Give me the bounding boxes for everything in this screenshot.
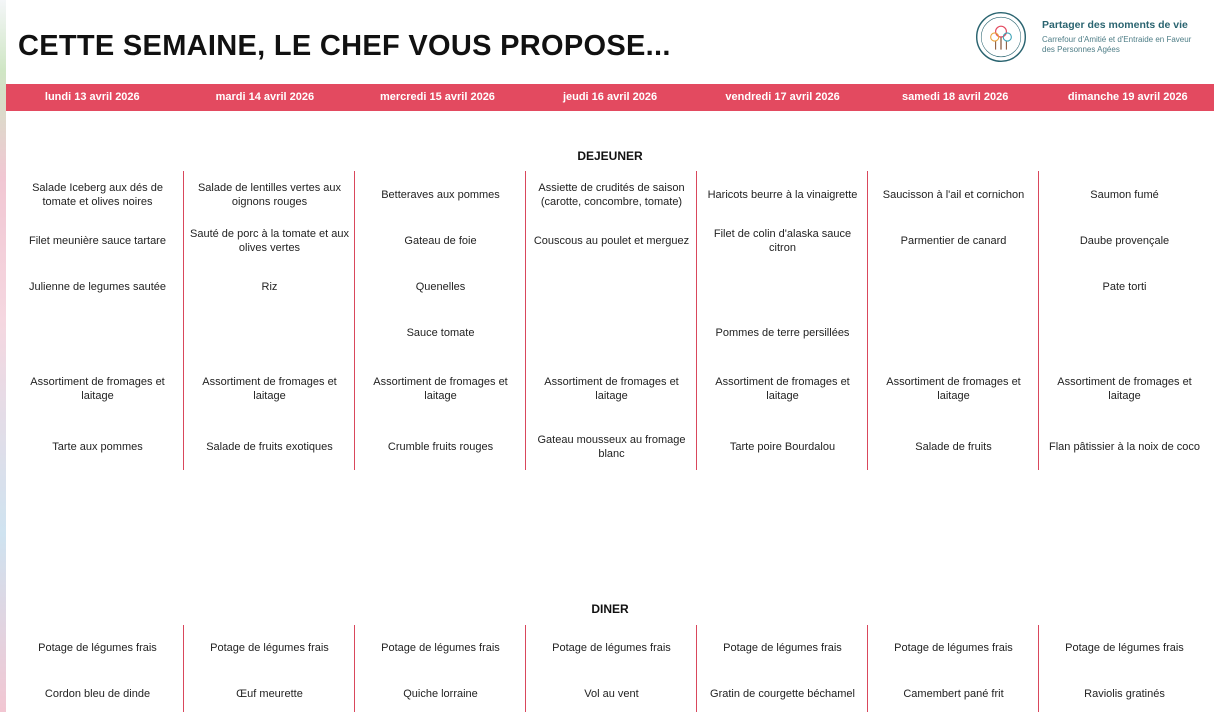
dejeuner-menu-item: Saucisson à l'ail et cornichon [882,189,1025,201]
dejeuner-menu-item: Assortiment de fromages et laitage [30,376,165,402]
diner-day-column [183,625,355,712]
dejeuner-menu-item [12,313,183,353]
dejeuner-menu-item: Quenelles [415,281,466,293]
diner-title: DINER [591,602,629,616]
dejeuner-menu-item: Daube provençale [1079,235,1170,247]
logo-tagline: Partager des moments de vie [1042,19,1188,31]
diner-menu-item: Potage de légumes frais [552,642,671,654]
dejeuner-day-column [1038,171,1210,470]
diner-day-column [354,625,526,712]
day-header: samedi 18 avril 2026 [901,91,1009,103]
diner-menu-item: Potage de légumes frais [210,642,329,654]
day-header-bar [6,84,1214,111]
dejeuner-menu-item: Assiette de crudités de saison (carotte, concombre, tomate) [538,182,685,208]
diner-day-column [696,625,868,712]
day-header: dimanche 19 avril 2026 [1067,91,1188,103]
dejeuner-menu-item: Tarte aux pommes [52,441,143,453]
dejeuner-menu-item: Assortiment de fromages et laitage [544,376,679,402]
dejeuner-menu-item [526,313,697,353]
logo-subtitle: Carrefour d'Amitié et d'Entraide en Faveur des Personnes Agées [1042,35,1192,54]
diner-day-column [12,625,183,712]
dejeuner-menu-item: Pommes de terre persillées [715,327,850,339]
dejeuner-menu-item: Crumble fruits rouges [387,441,494,453]
diner-menu-item: Vol au vent [584,688,639,700]
dejeuner-menu-item: Assortiment de fromages et laitage [373,376,508,402]
diner-menu-item: Gratin de courgette béchamel [710,688,855,700]
dejeuner-menu-item: Flan pâtissier à la noix de coco [1048,441,1201,453]
day-header: vendredi 17 avril 2026 [725,91,840,103]
dejeuner-menu-item [1039,313,1210,353]
dejeuner-menu-item: Gateau mousseux au fromage blanc [537,434,686,460]
dejeuner-menu-item: Parmentier de canard [900,235,1007,247]
dejeuner-menu-item [868,267,1039,307]
dejeuner-menu-item: Haricots beurre à la vinaigrette [707,189,858,201]
diner-day-column [1038,625,1210,712]
dejeuner-menu-item: Gateau de foie [404,235,477,247]
dejeuner-menu-item: Pate torti [1102,281,1147,293]
day-header: mardi 14 avril 2026 [215,91,315,103]
dejeuner-menu-item: Assortiment de fromages et laitage [715,376,850,402]
dejeuner-menu-item: Salade de lentilles vertes aux oignons rouges [197,182,342,208]
dejeuner-day-column [525,171,697,470]
dejeuner-menu-item: Salade de fruits exotiques [206,441,333,453]
logo-block [972,8,1212,72]
dejeuner-day-column [354,171,526,470]
diner-grid [12,625,1209,712]
dejeuner-day-column [183,171,355,470]
dejeuner-day-column [867,171,1039,470]
dejeuner-menu-item: Tarte poire Bourdalou [729,441,836,453]
day-header: jeudi 16 avril 2026 [562,91,658,103]
dejeuner-menu-item: Saumon fumé [1090,189,1159,201]
dejeuner-day-column [12,171,183,470]
diner-menu-item: Œuf meurette [236,688,303,700]
page-title: CETTE SEMAINE, LE CHEF VOUS PROPOSE... [18,30,671,62]
dejeuner-menu-item: Salade de fruits [915,441,992,453]
diner-day-column [867,625,1039,712]
diner-menu-item: Raviolis gratinés [1084,688,1165,700]
diner-menu-item: Potage de légumes frais [723,642,842,654]
dejeuner-menu-item: Betteraves aux pommes [381,189,500,201]
dejeuner-menu-item: Assortiment de fromages et laitage [202,376,337,402]
dejeuner-menu-item: Julienne de legumes sautée [29,281,166,293]
dejeuner-menu-item: Assortiment de fromages et laitage [886,376,1021,402]
diner-menu-item: Potage de légumes frais [894,642,1013,654]
dejeuner-menu-item: Filet meunière sauce tartare [29,235,166,247]
dejeuner-day-column [696,171,868,470]
diner-menu-item: Potage de légumes frais [381,642,500,654]
dejeuner-menu-item: Couscous au poulet et merguez [533,235,690,247]
association-logo-icon [974,10,1028,64]
diner-menu-item: Potage de légumes frais [38,642,157,654]
dejeuner-menu-item: Riz [261,281,278,293]
dejeuner-title: DEJEUNER [577,149,643,163]
dejeuner-menu-item: Filet de colin d'alaska sauce citron [713,228,852,254]
diner-menu-item: Potage de légumes frais [1065,642,1184,654]
diner-day-column [525,625,697,712]
diner-menu-item: Camembert pané frit [903,688,1004,700]
diner-menu-item: Quiche lorraine [403,688,478,700]
day-header: mercredi 15 avril 2026 [379,91,495,103]
day-header: lundi 13 avril 2026 [44,91,140,103]
dejeuner-menu-item: Sauté de porc à la tomate et aux olives vertes [190,228,349,254]
diner-menu-item: Cordon bleu de dinde [44,688,151,700]
dejeuner-menu-item [697,267,868,307]
dejeuner-menu-item: Salade Iceberg aux dés de tomate et olives noires [32,182,163,208]
dejeuner-menu-item [526,267,697,307]
dejeuner-menu-item [868,313,1039,353]
dejeuner-menu-item: Assortiment de fromages et laitage [1057,376,1192,402]
dejeuner-menu-item [184,313,355,353]
dejeuner-menu-item: Sauce tomate [406,327,475,339]
dejeuner-grid [12,171,1209,470]
